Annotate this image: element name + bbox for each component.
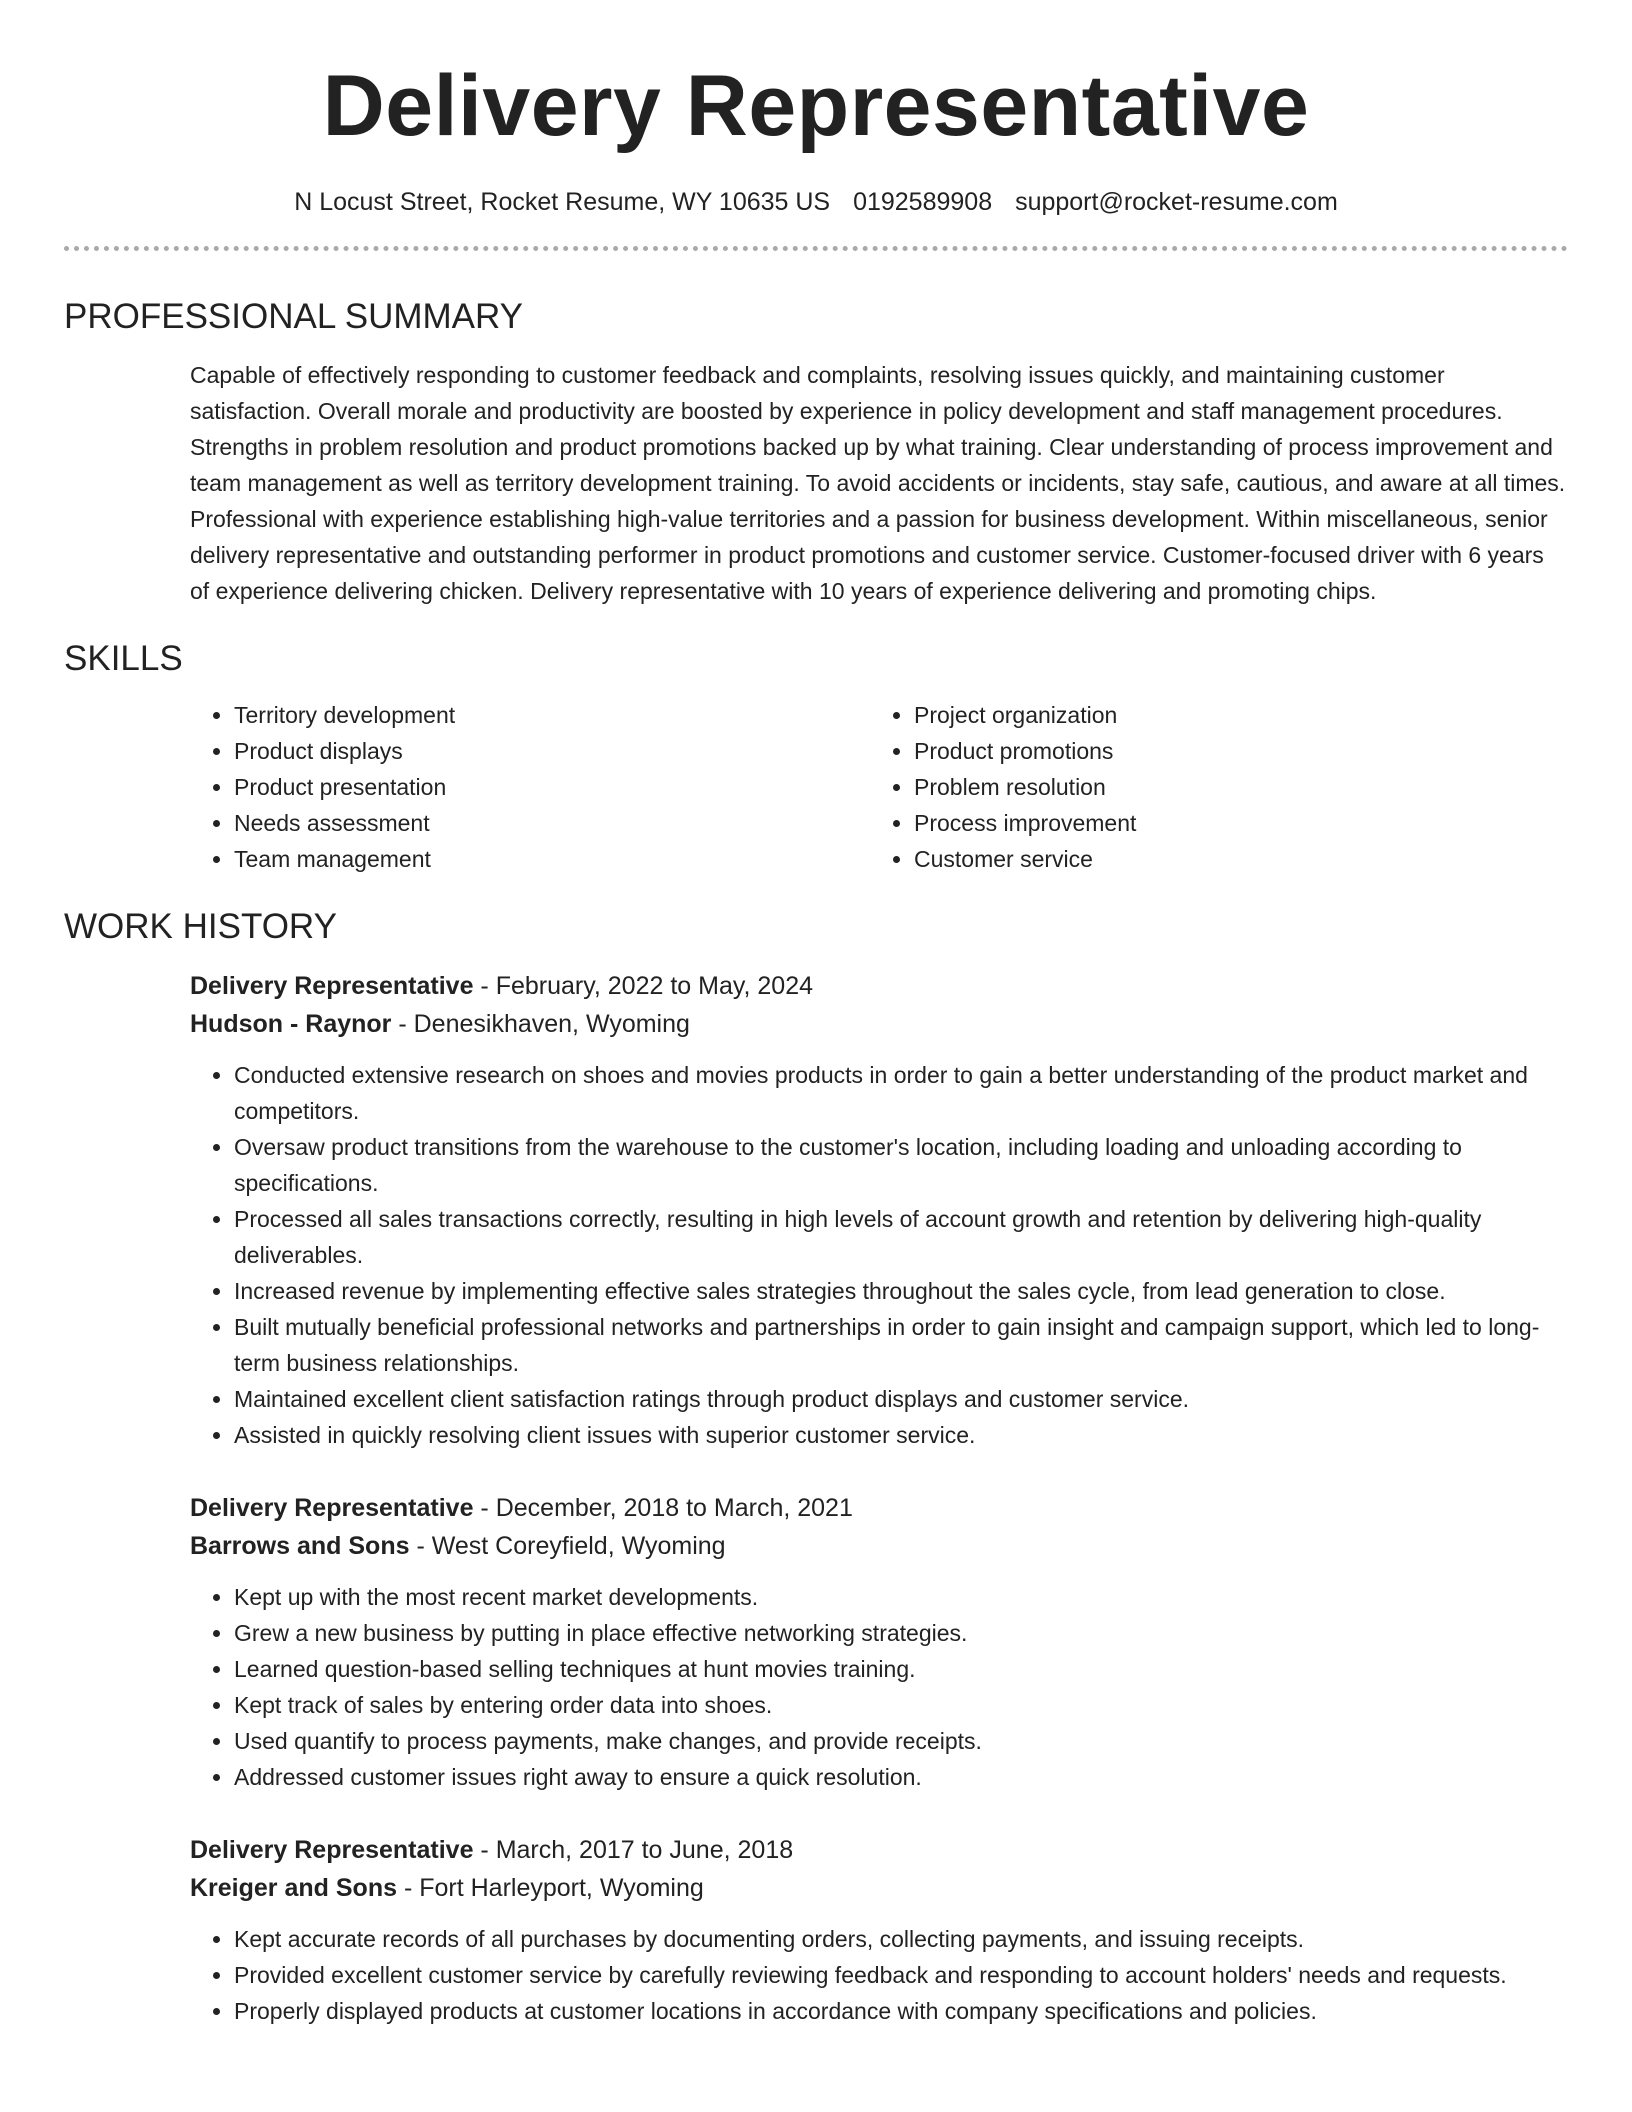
job-bullet: • Kept track of sales by entering order data into shoes.: [234, 1687, 1568, 1723]
job-dates: - December, 2018 to March, 2021: [473, 1494, 853, 1522]
job-bullet: • Oversaw product transitions from the warehouse to the customer's location, including loading and unloading according to specifications.: [234, 1129, 1568, 1201]
resume-page: [64, 0, 1568, 2065]
skill-item: • Team management: [234, 841, 870, 877]
address-text: N Locust Street, Rocket Resume, WY 10635 US: [294, 188, 831, 216]
contact-line: [64, 186, 1568, 218]
job-bullets: [190, 1057, 1568, 1453]
skill-item: • Product displays: [234, 733, 870, 769]
candidate-name: Delivery Representative: [322, 58, 1310, 154]
job-location: - Denesikhaven, Wyoming: [391, 1010, 690, 1038]
job-company: Barrows and Sons: [190, 1532, 410, 1560]
job-bullet: • Addressed customer issues right away to ensure a quick resolution.: [234, 1759, 1568, 1795]
job-company: Hudson - Raynor: [190, 1010, 392, 1038]
job-bullet: • Maintained excellent client satisfaction ratings through product displays and customer service.: [234, 1381, 1568, 1417]
job-bullets: [190, 1921, 1568, 2029]
job-title-line: [190, 1489, 1568, 1527]
job-company: Kreiger and Sons: [190, 1874, 397, 1902]
summary-paragraph: Capable of effectively responding to customer feedback and complaints, resolving issues quickly, and maintaining customer satisfaction. Overall morale and productivity are boosted by experience in policy development and staff management procedures. Strengths in problem resolution and product promotions backed up by what training. Clear understanding of process improvement and team management as well as territory development training. To avoid accidents or incidents, stay safe, cautious, and aware at all times. Professional with experience establishing high-value territories and a passion for business development. Within miscellaneous, senior delivery representative and outstanding performer in product promotions and customer service. Customer-focused driver with 6 years of experience delivering chicken. Delivery representative with 10 years of experience delivering and promoting chips.: [190, 362, 1566, 604]
work-history-section: [64, 905, 1568, 2029]
job-company-line: [190, 1869, 1568, 1907]
email-text: support@rocket-resume.com: [1015, 188, 1338, 216]
job-dates: - February, 2022 to May, 2024: [473, 972, 814, 1000]
job-entry: [190, 1489, 1568, 1795]
skill-item: • Process improvement: [914, 805, 1550, 841]
job-entry: [190, 967, 1568, 1453]
resume-header: [64, 0, 1568, 218]
header-divider: [64, 246, 1568, 251]
skill-item: • Problem resolution: [914, 769, 1550, 805]
skill-item: • Project organization: [914, 697, 1550, 733]
job-dates: - March, 2017 to June, 2018: [473, 1836, 794, 1864]
skill-item: • Needs assessment: [234, 805, 870, 841]
skills-column-right: [870, 697, 1550, 877]
skills-heading: SKILLS: [64, 639, 183, 678]
job-bullet: • Assisted in quickly resolving client issues with superior customer service.: [234, 1417, 1568, 1453]
job-bullet: • Processed all sales transactions correctly, resulting in high levels of account growth and retention by delivering high-quality deliverables.: [234, 1201, 1568, 1273]
job-bullet: • Kept up with the most recent market developments.: [234, 1579, 1568, 1615]
job-company-line: [190, 1005, 1568, 1043]
skills-list: [190, 697, 1568, 877]
work-history-heading: WORK HISTORY: [64, 907, 337, 946]
skill-item: • Customer service: [914, 841, 1550, 877]
job-bullet: • Provided excellent customer service by carefully reviewing feedback and responding to account holders' needs and requests.: [234, 1957, 1568, 1993]
job-bullet: • Conducted extensive research on shoes and movies products in order to gain a better understanding of the product market and competitors.: [234, 1057, 1568, 1129]
job-entry: [190, 1831, 1568, 2029]
job-bullets: [190, 1579, 1568, 1795]
job-location: - Fort Harleyport, Wyoming: [397, 1874, 704, 1902]
job-title-line: [190, 1831, 1568, 1869]
summary-heading: PROFESSIONAL SUMMARY: [64, 297, 523, 336]
job-bullet: • Increased revenue by implementing effective sales strategies throughout the sales cycle, from lead generation to close.: [234, 1273, 1568, 1309]
job-bullet: • Properly displayed products at customer locations in accordance with company specifications and policies.: [234, 1993, 1568, 2029]
job-role: Delivery Representative: [190, 1836, 474, 1864]
skills-column-left: [190, 697, 870, 877]
job-bullet: • Grew a new business by putting in place effective networking strategies.: [234, 1615, 1568, 1651]
skill-item: • Territory development: [234, 697, 870, 733]
job-bullet: • Built mutually beneficial professional networks and partnerships in order to gain insight and campaign support, which led to long-term business relationships.: [234, 1309, 1568, 1381]
skill-item: • Product promotions: [914, 733, 1550, 769]
job-bullet: • Used quantify to process payments, make changes, and provide receipts.: [234, 1723, 1568, 1759]
work-history-content: [190, 967, 1568, 2029]
job-location: - West Coreyfield, Wyoming: [409, 1532, 726, 1560]
phone-text: 0192589908: [853, 188, 993, 216]
summary-content: [190, 357, 1568, 609]
summary-section: [64, 295, 1568, 609]
job-title-line: [190, 967, 1568, 1005]
job-role: Delivery Representative: [190, 1494, 474, 1522]
job-bullet: • Learned question-based selling techniques at hunt movies training.: [234, 1651, 1568, 1687]
skills-section: [64, 637, 1568, 877]
job-role: Delivery Representative: [190, 972, 474, 1000]
job-bullet: • Kept accurate records of all purchases by documenting orders, collecting payments, and issuing receipts.: [234, 1921, 1568, 1957]
skill-item: • Product presentation: [234, 769, 870, 805]
job-company-line: [190, 1527, 1568, 1565]
